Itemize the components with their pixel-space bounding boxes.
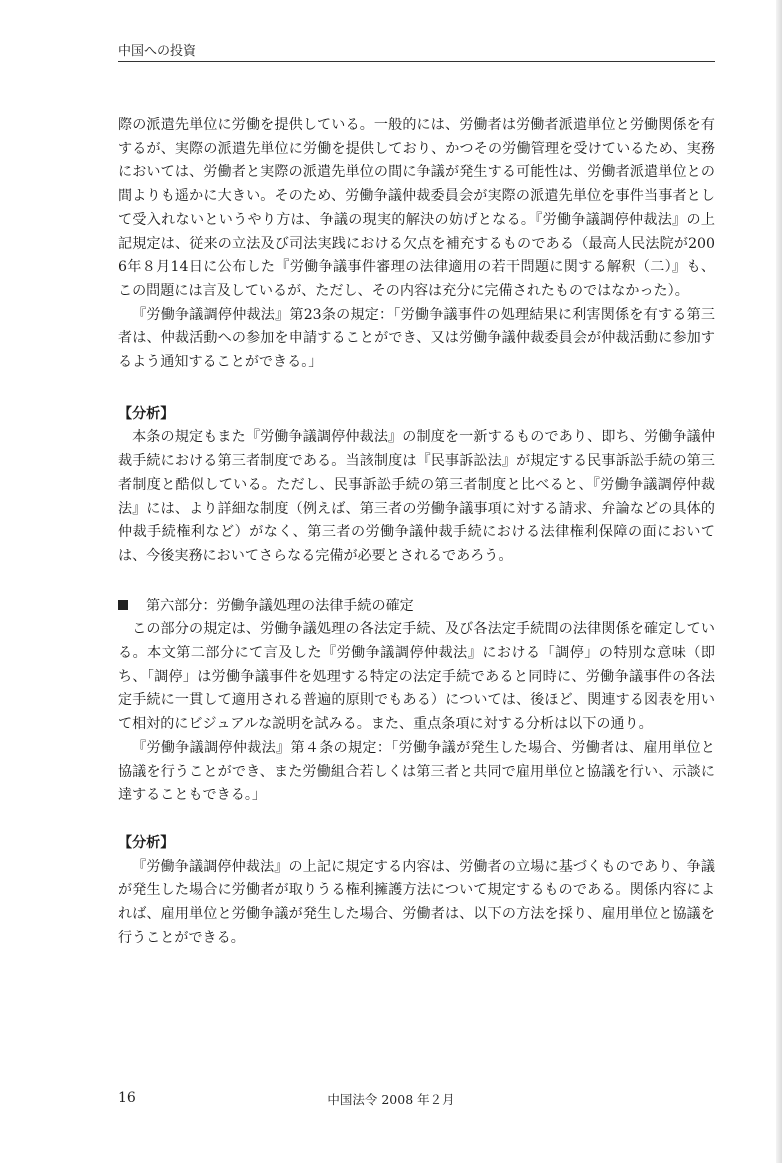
page-number: 16 xyxy=(118,1090,136,1106)
body-paragraph: この部分の規定は、労働争議処理の各法定手続、及び各法定手続間の法律関係を確定している。本文第二部分にて言及した『労働争議調停仲裁法』における「調停」の特別な意味（即ち、「調停」は労働争議事件を処理する特定の法定手続であると同時に、労働争議事件の各法定手続に一貫して適用される普遍的原則でもある）については、後ほど、関連する図表を用いて相対的にビジュアルな説明を試みる。また、重点条項に対する分析は以下の通り。 xyxy=(118,621,715,733)
spacer xyxy=(118,808,715,832)
analysis-heading: 【分析】 xyxy=(118,405,175,422)
running-header: 中国への投資 xyxy=(118,44,197,59)
header-rule xyxy=(118,61,715,62)
article-body xyxy=(118,114,715,951)
section-heading xyxy=(118,595,715,619)
analysis-paragraph: 本条の規定もまた『労働争議調停仲裁法』の制度を一新するものであり、即ち、労働争議仲裁手続における第三者制度である。当該制度は『民事訴訟法』が規定する民事訴訟手続の第三者制度と酷似している。ただし、民事訴訟手続の第三者制度と比べると、『労働争議調停仲裁法』には、より詳細な制度（例えば、第三者の労働争議事項に対する請求、弁論などの具体的仲裁手続権利など）がなく、第三者の労働争議仲裁手続における法律権利保障の面においては、今後実務においてさらなる完備が必要とされるであろう。 xyxy=(118,429,715,564)
footer-publication: 中国法令 2008 年２月 xyxy=(327,1092,455,1107)
analysis-heading: 【分析】 xyxy=(118,834,175,851)
analysis-paragraph: 『労働争議調停仲裁法』の上記に規定する内容は、労働者の立場に基づくものであり、争議が発生した場合に労働者が取りうる権利擁護方法について規定するものである。関係内容によれば、雇用単位と労働争議が発生した場合、労働者は、以下の方法を採り、雇用単位と協議を行うことができる。 xyxy=(118,858,715,946)
statute-quote-paragraph: 『労働争議調停仲裁法』第23条の規定：「労働争議事件の処理結果に利害関係を有する第三者は、仲裁活動への参加を申請することができ、又は労働争議仲裁委員会が仲裁活動に参加するよう通知することができる。」 xyxy=(118,306,715,371)
spacer xyxy=(118,375,715,403)
section-heading-text: 第六部分：労働争議処理の法律手続の確定 xyxy=(146,597,414,614)
body-paragraph: 際の派遣先単位に労働を提供している。一般的には、労働者は労働者派遣単位と労働関係を有するが、実際の派遣先単位に労働を提供しており、かつその労働管理を受けているため、実務においては、労働者と実際の派遣先単位の間に争議が発生する可能性は、労働者派遣単位との間よりも遥かに大きい。そのため、労働争議仲裁委員会が実際の派遣先単位を事件当事者として受入れないというやり方は、争議の現実的解決の妨げとなる。『労働争議調停仲裁法』の上記規定は、従来の立法及び司法実践における欠点を補充するものである（最高人民法院が2006年８月14日に公布した『労働争議事件審理の法律適用の若干問題に関する解釈（二）』も、この問題には言及しているが、ただし、その内容は充分に完備されたものではなかった）。 xyxy=(118,117,715,299)
page-edge-shadow xyxy=(776,0,782,1163)
spacer xyxy=(118,569,715,595)
statute-quote-paragraph: 『労働争議調停仲裁法』第４条の規定：「労働争議が発生した場合、労働者は、雇用単位と協議を行うことができ、また労働組合若しくは第三者と共同で雇用単位と協議を行い、示談に達することもできる。」 xyxy=(118,739,715,804)
square-bullet-icon xyxy=(118,600,128,610)
